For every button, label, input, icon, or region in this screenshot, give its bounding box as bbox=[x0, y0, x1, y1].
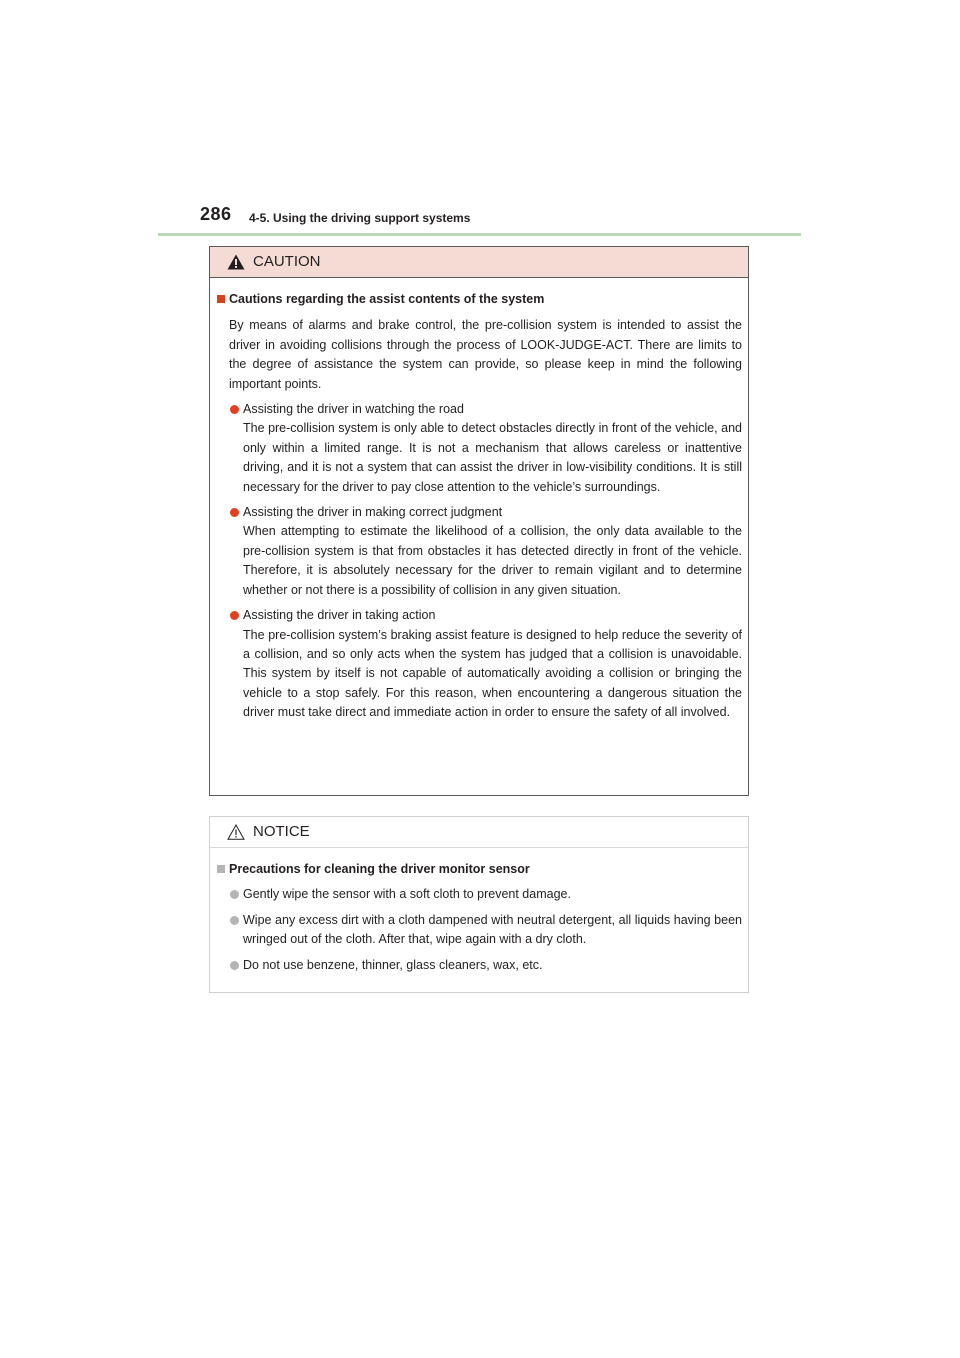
caution-header bbox=[210, 247, 748, 278]
bullet-title: Assisting the driver in making correct judgment bbox=[243, 505, 503, 520]
caution-intro: By means of alarms and brake control, the pre-collision system is intended to assist the driver in avoiding collisions through the process of LOOK-JUDGE-ACT. There are limits to the degree of assistance the system can provide, so please keep in mind the following important points. bbox=[229, 318, 742, 391]
bullet-title: Assisting the driver in watching the road bbox=[243, 402, 464, 417]
section-title: 4-5. Using the driving support systems bbox=[249, 211, 471, 225]
header-rule bbox=[158, 233, 801, 236]
caution-heading: Cautions regarding the assist contents of the system bbox=[217, 290, 742, 309]
caution-bullet bbox=[217, 503, 742, 600]
round-bullet-icon bbox=[230, 508, 239, 517]
page-number: 286 bbox=[200, 204, 232, 224]
notice-heading: Precautions for cleaning the driver monitor sensor bbox=[217, 860, 742, 879]
round-bullet-icon bbox=[230, 611, 239, 620]
warning-triangle-outline-icon bbox=[227, 824, 245, 840]
notice-bullet: Do not use benzene, thinner, glass cleaners, wax, etc. bbox=[217, 956, 742, 975]
bullet-title: Assisting the driver in taking action bbox=[243, 608, 436, 623]
bullet-text: When attempting to estimate the likelihood of a collision, the only data available to the pre-collision system is that from obstacles it has detected directly in front of the vehicle. Therefore, it is absolutely necessary for the driver to remain vigilant and to determine whether or not there is a possibility of collision in any given situation. bbox=[243, 524, 742, 597]
notice-box bbox=[209, 816, 749, 993]
round-bullet-icon bbox=[230, 961, 239, 970]
notice-bullet: Wipe any excess dirt with a cloth dampened with neutral detergent, all liquids having been wringed out of the cloth. After that, wipe again with a dry cloth. bbox=[217, 911, 742, 950]
notice-bullet: Gently wipe the sensor with a soft cloth to prevent damage. bbox=[217, 885, 742, 904]
round-bullet-icon bbox=[230, 916, 239, 925]
notice-header bbox=[210, 817, 748, 848]
round-bullet-icon bbox=[230, 405, 239, 414]
page-header bbox=[200, 204, 800, 232]
square-bullet-icon bbox=[217, 865, 225, 873]
bullet-text: The pre-collision system is only able to detect obstacles directly in front of the vehicle, and only within a limited range. It is not a mechanism that allows careless or inattentive driving, and it is not a system that can assist the driver in low-visibility conditions. It is still necessary for the driver to pay close attention to the vehicle’s surroundings. bbox=[243, 421, 742, 494]
bullet-text: The pre-collision system’s braking assist feature is designed to help reduce the severity of a collision, and so only acts when the system has judged that a collision is unavoidable. This system by itself is not capable of automatically avoiding a collision or bringing the vehicle to a stop safely. For this reason, when encountering a dangerous situation the driver must take direct and immediate action in order to ensure the safety of all involved. bbox=[243, 627, 742, 720]
square-bullet-icon bbox=[217, 295, 225, 303]
caution-bullet bbox=[217, 606, 742, 722]
caution-label: CAUTION bbox=[253, 253, 321, 270]
warning-triangle-icon bbox=[227, 254, 245, 270]
notice-label: NOTICE bbox=[253, 823, 310, 840]
round-bullet-icon bbox=[230, 890, 239, 899]
caution-box bbox=[209, 246, 749, 796]
caution-bullet bbox=[217, 400, 742, 497]
